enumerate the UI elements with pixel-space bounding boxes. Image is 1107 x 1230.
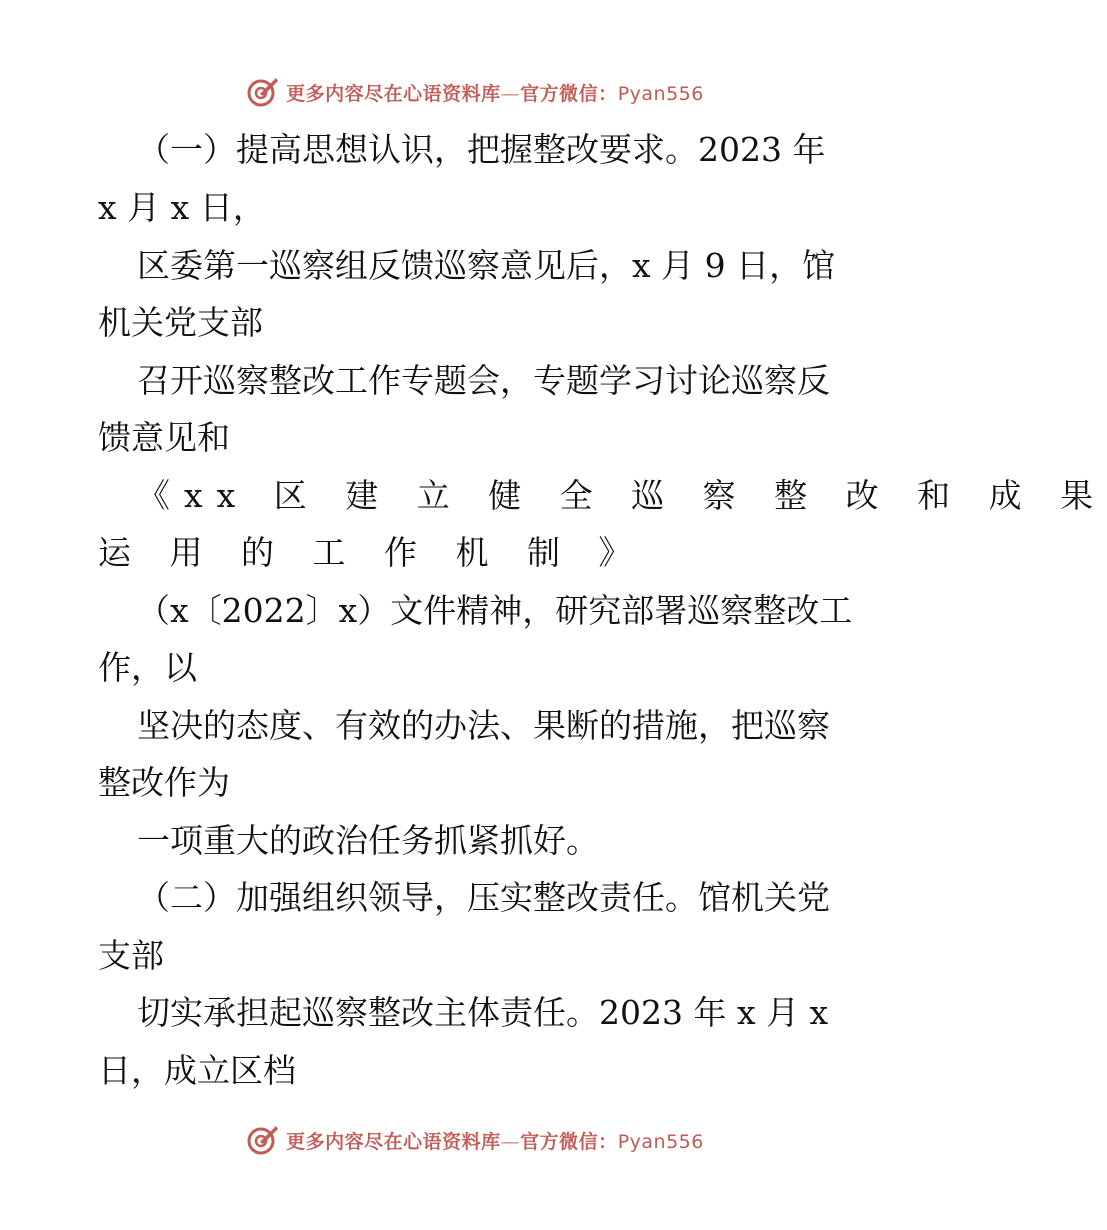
text-line: x 月 x 日， xyxy=(98,188,266,227)
text-line: 日，成立区档 xyxy=(98,1051,296,1090)
text-line: 作，以 xyxy=(98,648,197,687)
watermark-text: 更多内容尽在心语资料库—官方微信：Pyan556 xyxy=(286,82,704,105)
pen-logo-icon xyxy=(246,1123,280,1157)
text-line: 运 用 的 工 作 机 制 》 xyxy=(98,533,646,572)
text-line: 整改作为 xyxy=(98,763,230,802)
text-line: （二）加强组织领导，压实整改责任。馆机关党 xyxy=(137,878,830,917)
header-watermark xyxy=(0,72,950,112)
text-line: 一项重大的政治任务抓紧抓好。 xyxy=(137,821,599,860)
text-line: 支部 xyxy=(98,936,164,975)
watermark-text: 更多内容尽在心语资料库—官方微信：Pyan556 xyxy=(286,1130,704,1153)
text-line: （x〔2022〕x）文件精神，研究部署巡察整改工 xyxy=(137,591,853,630)
text-line: 馈意见和 xyxy=(98,418,230,457)
text-line: （一）提高思想认识，把握整改要求。2023 年 xyxy=(137,130,826,169)
text-line: 《xx 区 建 立 健 全 巡 察 整 改 和 成 果 xyxy=(137,476,1107,515)
text-line: 区委第一巡察组反馈巡察意见后，x 月 9 日，馆 xyxy=(137,246,836,285)
text-line: 切实承担起巡察整改主体责任。2023 年 x 月 x xyxy=(137,993,829,1032)
pen-logo-icon xyxy=(246,75,280,109)
text-line: 召开巡察整改工作专题会，专题学习讨论巡察反 xyxy=(137,361,830,400)
text-line: 坚决的态度、有效的办法、果断的措施，把巡察 xyxy=(137,706,830,745)
footer-watermark xyxy=(0,1120,950,1160)
text-line: 机关党支部 xyxy=(98,303,263,342)
